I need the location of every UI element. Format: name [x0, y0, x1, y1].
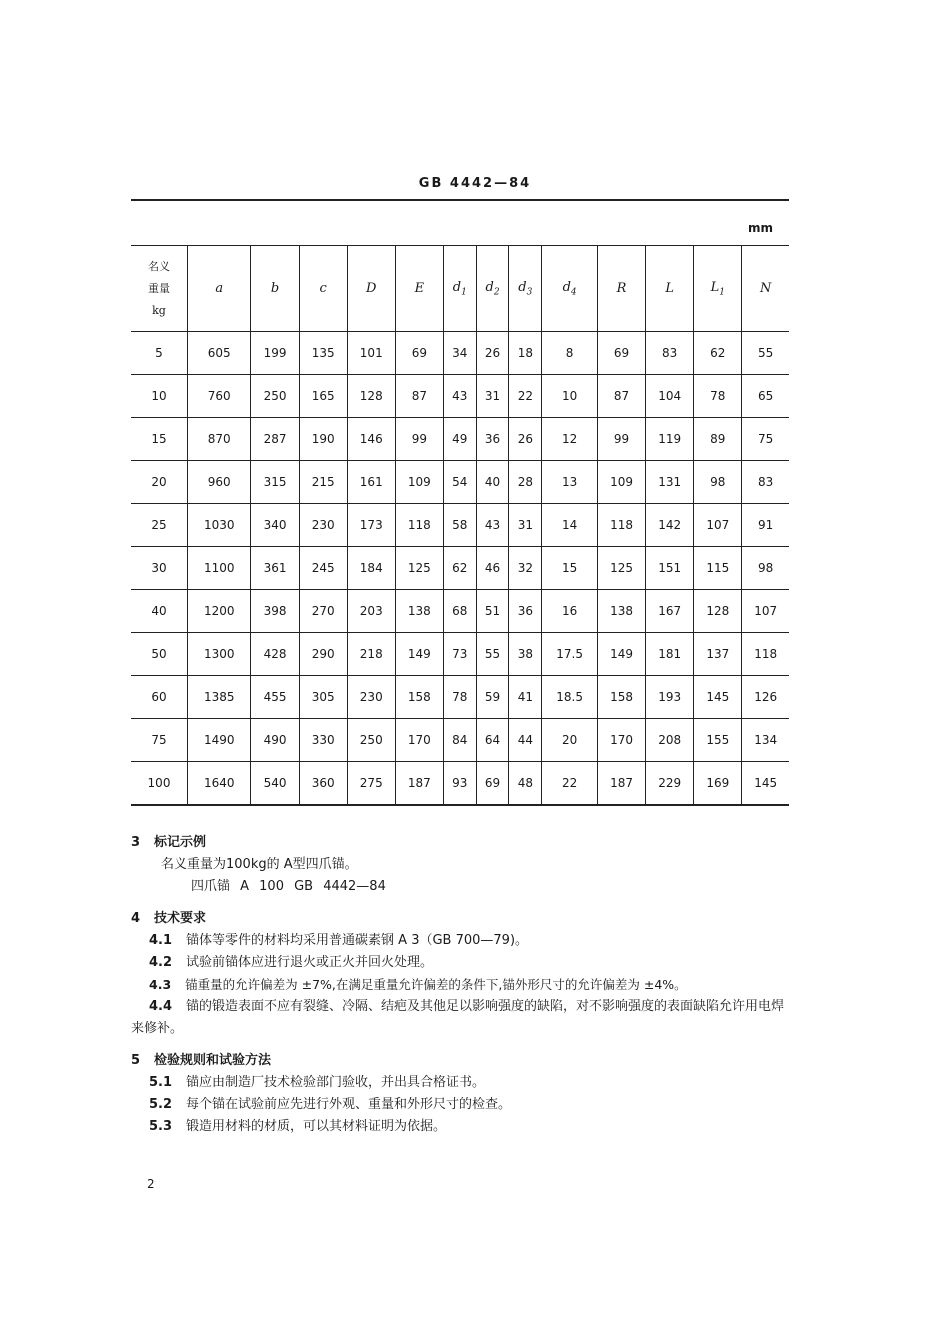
dimension-cell: 17.5: [542, 633, 598, 676]
dimension-cell: 229: [646, 762, 694, 806]
column-header: [694, 246, 742, 332]
column-header: [542, 246, 598, 332]
dimension-cell: 16: [542, 590, 598, 633]
clause-number: 4.4: [149, 999, 173, 1014]
dimension-cell: 89: [694, 418, 742, 461]
column-symbol: a: [215, 281, 224, 296]
nominal-weight-cell: 30: [131, 547, 188, 590]
dimension-cell: 361: [251, 547, 299, 590]
dimension-cell: 1385: [188, 676, 251, 719]
dimension-cell: 187: [395, 762, 443, 806]
dimension-cell: 49: [443, 418, 476, 461]
dimension-cell: 43: [476, 504, 509, 547]
dimension-cell: 158: [598, 676, 646, 719]
dimension-cell: 187: [598, 762, 646, 806]
clause-text: 锚应由制造厂技术检验部门验收，并出具合格证书。: [186, 1075, 486, 1090]
table-row: [131, 418, 789, 461]
dimension-cell: 13: [542, 461, 598, 504]
clause-4-3: [131, 974, 791, 996]
dimension-cell: 98: [742, 547, 789, 590]
table-body: [131, 332, 789, 806]
column-subscript: 3: [526, 287, 533, 298]
section-number: 4: [131, 911, 141, 926]
dimension-cell: 605: [188, 332, 251, 375]
dimension-cell: 64: [476, 719, 509, 762]
clause-text: 锚的锻造表面不应有裂缝、冷隔、结疤及其他足以影响强度的缺陷，对不影响强度的表面缺陷允许用电焊来修补。: [131, 999, 785, 1036]
column-symbol: d: [485, 279, 494, 295]
dimension-cell: 87: [395, 375, 443, 418]
dimension-cell: 18: [509, 332, 542, 375]
dimension-cell: 26: [476, 332, 509, 375]
dimension-cell: 340: [251, 504, 299, 547]
column-symbol: d: [518, 279, 527, 295]
table-row: [131, 332, 789, 375]
dimension-cell: 184: [347, 547, 395, 590]
dimension-cell: 40: [476, 461, 509, 504]
dimension-cell: 1200: [188, 590, 251, 633]
dimension-cell: 78: [694, 375, 742, 418]
dimension-cell: 68: [443, 590, 476, 633]
dimension-cell: 230: [299, 504, 347, 547]
table-row: [131, 762, 789, 806]
clause-text: 锻造用材料的材质，可以其材料证明为依据。: [186, 1119, 447, 1134]
dimension-cell: 107: [694, 504, 742, 547]
dimension-cell: 134: [742, 719, 789, 762]
column-symbol: R: [616, 281, 627, 296]
column-symbol: L: [665, 281, 674, 296]
nominal-weight-cell: 10: [131, 375, 188, 418]
clause-text: 试验前锚体应进行退火或正火并回火处理。: [186, 955, 434, 970]
dimension-cell: 34: [443, 332, 476, 375]
dimension-cell: 1490: [188, 719, 251, 762]
sections: [131, 832, 791, 1138]
dimension-cell: 44: [509, 719, 542, 762]
dimension-cell: 69: [395, 332, 443, 375]
dimension-cell: 83: [742, 461, 789, 504]
section-number: 3: [131, 835, 141, 850]
clause-number: 4.2: [149, 955, 173, 970]
clause-number: 4.1: [149, 933, 173, 948]
page-number: 2: [147, 1177, 155, 1191]
dimension-cell: 145: [694, 676, 742, 719]
dimension-cell: 190: [299, 418, 347, 461]
column-subscript: 1: [719, 287, 725, 298]
dimension-cell: 1640: [188, 762, 251, 806]
column-header: [347, 246, 395, 332]
dimension-cell: 250: [251, 375, 299, 418]
dimension-cell: 490: [251, 719, 299, 762]
dimension-cell: 22: [509, 375, 542, 418]
dimension-cell: 26: [509, 418, 542, 461]
dimension-cell: 208: [646, 719, 694, 762]
dimension-cell: 760: [188, 375, 251, 418]
section-title-text: 标记示例: [154, 835, 207, 850]
column-header: [476, 246, 509, 332]
dimension-cell: 305: [299, 676, 347, 719]
dimension-cell: 287: [251, 418, 299, 461]
table-row: [131, 504, 789, 547]
dimension-cell: 125: [598, 547, 646, 590]
dimension-cell: 84: [443, 719, 476, 762]
dimension-cell: 91: [742, 504, 789, 547]
nominal-weight-cell: 75: [131, 719, 188, 762]
nominal-weight-cell: 60: [131, 676, 188, 719]
dimension-cell: 55: [742, 332, 789, 375]
column-header: [742, 246, 789, 332]
header-line-1: 名义: [148, 259, 170, 273]
section-5-title: [131, 1050, 791, 1072]
anchor-dimensions-table: [131, 245, 789, 806]
dimension-cell: 104: [646, 375, 694, 418]
dimension-cell: 98: [694, 461, 742, 504]
column-subscript: 2: [493, 287, 500, 298]
column-header: [395, 246, 443, 332]
dimension-cell: 78: [443, 676, 476, 719]
clause-number: 5.1: [149, 1075, 173, 1090]
dimension-cell: 31: [509, 504, 542, 547]
table-top-rule: [131, 199, 789, 201]
dimension-cell: 149: [598, 633, 646, 676]
column-symbol: b: [270, 281, 280, 296]
table-row: [131, 590, 789, 633]
unit-label: mm: [748, 221, 774, 235]
marking-example: 四爪锚 A 100 GB 4442—84: [191, 879, 386, 894]
marking-example-description: 名义重量为100kg的 A型四爪锚。: [161, 857, 358, 872]
nominal-weight-cell: 40: [131, 590, 188, 633]
dimension-cell: 125: [395, 547, 443, 590]
dimension-cell: 270: [299, 590, 347, 633]
dimension-cell: 18.5: [542, 676, 598, 719]
dimension-cell: 173: [347, 504, 395, 547]
dimension-cell: 22: [542, 762, 598, 806]
dimension-cell: 93: [443, 762, 476, 806]
dimension-cell: 109: [598, 461, 646, 504]
column-symbol: E: [414, 281, 425, 296]
dimension-cell: 87: [598, 375, 646, 418]
column-symbol: d: [452, 279, 462, 295]
clause-4-4: [131, 996, 791, 1040]
dimension-cell: 315: [251, 461, 299, 504]
dimension-cell: 128: [694, 590, 742, 633]
dimension-cell: 73: [443, 633, 476, 676]
clause-5-2: [131, 1094, 791, 1116]
clause-text: 锚体等零件的材料均采用普通碳素钢 A 3（GB 700—79)。: [186, 933, 529, 948]
dimension-cell: 115: [694, 547, 742, 590]
dimension-cell: 199: [251, 332, 299, 375]
dimension-cell: 119: [646, 418, 694, 461]
header-line-3: kg: [152, 303, 166, 317]
dimension-cell: 62: [443, 547, 476, 590]
dimension-cell: 330: [299, 719, 347, 762]
dimension-cell: 69: [598, 332, 646, 375]
dimension-cell: 38: [509, 633, 542, 676]
section-4-title: [131, 908, 791, 930]
dimension-cell: 170: [395, 719, 443, 762]
table-row: [131, 719, 789, 762]
dimension-cell: 960: [188, 461, 251, 504]
dimension-cell: 181: [646, 633, 694, 676]
dimension-cell: 99: [395, 418, 443, 461]
dimension-cell: 43: [443, 375, 476, 418]
dimension-cell: 1100: [188, 547, 251, 590]
clause-5-1: [131, 1072, 791, 1094]
section-3-title: [131, 832, 791, 854]
dimension-cell: 169: [694, 762, 742, 806]
dimension-cell: 137: [694, 633, 742, 676]
column-symbol: D: [366, 281, 377, 296]
dimension-cell: 75: [742, 418, 789, 461]
dimension-cell: 36: [509, 590, 542, 633]
column-symbol: L: [710, 279, 720, 295]
dimension-cell: 48: [509, 762, 542, 806]
column-subscript: 1: [461, 287, 467, 298]
section-title-text: 检验规则和试验方法: [154, 1053, 272, 1068]
dimension-cell: 41: [509, 676, 542, 719]
header-nominal-weight: [131, 246, 188, 332]
dimension-cell: 135: [299, 332, 347, 375]
dimension-cell: 51: [476, 590, 509, 633]
nominal-weight-cell: 5: [131, 332, 188, 375]
column-header: [251, 246, 299, 332]
column-symbol: d: [562, 279, 571, 295]
dimension-cell: 360: [299, 762, 347, 806]
table-row: [131, 461, 789, 504]
column-header: [299, 246, 347, 332]
dimension-cell: 32: [509, 547, 542, 590]
dimension-cell: 109: [395, 461, 443, 504]
dimension-cell: 870: [188, 418, 251, 461]
clause-4-2: [131, 952, 791, 974]
clause-text: 每个锚在试验前应先进行外观、重量和外形尺寸的检查。: [186, 1097, 512, 1112]
clause-number: 5.3: [149, 1119, 173, 1134]
dimension-cell: 146: [347, 418, 395, 461]
dimension-cell: 69: [476, 762, 509, 806]
nominal-weight-cell: 20: [131, 461, 188, 504]
dimension-cell: 149: [395, 633, 443, 676]
clause-4-1: [131, 930, 791, 952]
dimension-cell: 245: [299, 547, 347, 590]
table-row: [131, 375, 789, 418]
column-header: [443, 246, 476, 332]
dimension-cell: 455: [251, 676, 299, 719]
clause-number: 4.3: [149, 977, 172, 992]
dimension-cell: 218: [347, 633, 395, 676]
dimension-cell: 138: [395, 590, 443, 633]
dimension-cell: 10: [542, 375, 598, 418]
dimension-cell: 151: [646, 547, 694, 590]
column-header: [646, 246, 694, 332]
dimension-cell: 83: [646, 332, 694, 375]
dimension-cell: 99: [598, 418, 646, 461]
nominal-weight-cell: 50: [131, 633, 188, 676]
dimension-cell: 250: [347, 719, 395, 762]
dimension-cell: 8: [542, 332, 598, 375]
table-row: [131, 676, 789, 719]
dimension-cell: 62: [694, 332, 742, 375]
dimension-cell: 165: [299, 375, 347, 418]
dimension-cell: 398: [251, 590, 299, 633]
dimension-cell: 128: [347, 375, 395, 418]
dimension-cell: 14: [542, 504, 598, 547]
table-row: [131, 633, 789, 676]
dimension-cell: 230: [347, 676, 395, 719]
dimension-cell: 155: [694, 719, 742, 762]
dimension-cell: 12: [542, 418, 598, 461]
dimension-cell: 55: [476, 633, 509, 676]
dimension-cell: 540: [251, 762, 299, 806]
dimension-cell: 46: [476, 547, 509, 590]
clause-5-3: [131, 1116, 791, 1138]
column-header: [188, 246, 251, 332]
dimension-cell: 58: [443, 504, 476, 547]
column-header: [598, 246, 646, 332]
dimension-cell: 107: [742, 590, 789, 633]
dimension-cell: 31: [476, 375, 509, 418]
dimension-cell: 118: [598, 504, 646, 547]
dimension-cell: 101: [347, 332, 395, 375]
dimension-cell: 161: [347, 461, 395, 504]
dimension-cell: 193: [646, 676, 694, 719]
dimension-cell: 54: [443, 461, 476, 504]
dimension-cell: 158: [395, 676, 443, 719]
header-line-2: 重量: [148, 281, 170, 295]
column-subscript: 4: [570, 287, 577, 298]
dimension-cell: 145: [742, 762, 789, 806]
dimension-cell: 428: [251, 633, 299, 676]
dimension-cell: 131: [646, 461, 694, 504]
column-symbol: N: [759, 281, 772, 296]
nominal-weight-cell: 15: [131, 418, 188, 461]
standard-code-header: GB 4442—84: [418, 176, 532, 191]
dimension-cell: 290: [299, 633, 347, 676]
table-row: [131, 547, 789, 590]
column-header: [509, 246, 542, 332]
nominal-weight-cell: 100: [131, 762, 188, 806]
nominal-weight-cell: 25: [131, 504, 188, 547]
dimension-cell: 170: [598, 719, 646, 762]
dimension-cell: 65: [742, 375, 789, 418]
column-symbol: c: [319, 281, 327, 296]
dimension-cell: 138: [598, 590, 646, 633]
dimension-cell: 275: [347, 762, 395, 806]
dimension-cell: 215: [299, 461, 347, 504]
dimension-cell: 20: [542, 719, 598, 762]
dimension-cell: 28: [509, 461, 542, 504]
dimension-cell: 142: [646, 504, 694, 547]
clause-text: 锚重量的允许偏差为 ±7%,在满足重量允许偏差的条件下,锚外形尺寸的允许偏差为 ±4%。: [185, 977, 687, 992]
dimension-cell: 118: [395, 504, 443, 547]
dimension-cell: 203: [347, 590, 395, 633]
dimension-cell: 15: [542, 547, 598, 590]
dimension-cell: 167: [646, 590, 694, 633]
dimension-cell: 118: [742, 633, 789, 676]
section-number: 5: [131, 1053, 141, 1068]
clause-number: 5.2: [149, 1097, 173, 1112]
dimension-cell: 59: [476, 676, 509, 719]
section-title-text: 技术要求: [154, 911, 207, 926]
dimension-cell: 126: [742, 676, 789, 719]
dimension-cell: 1300: [188, 633, 251, 676]
dimension-cell: 1030: [188, 504, 251, 547]
dimension-cell: 36: [476, 418, 509, 461]
table-header-row: [131, 246, 789, 332]
